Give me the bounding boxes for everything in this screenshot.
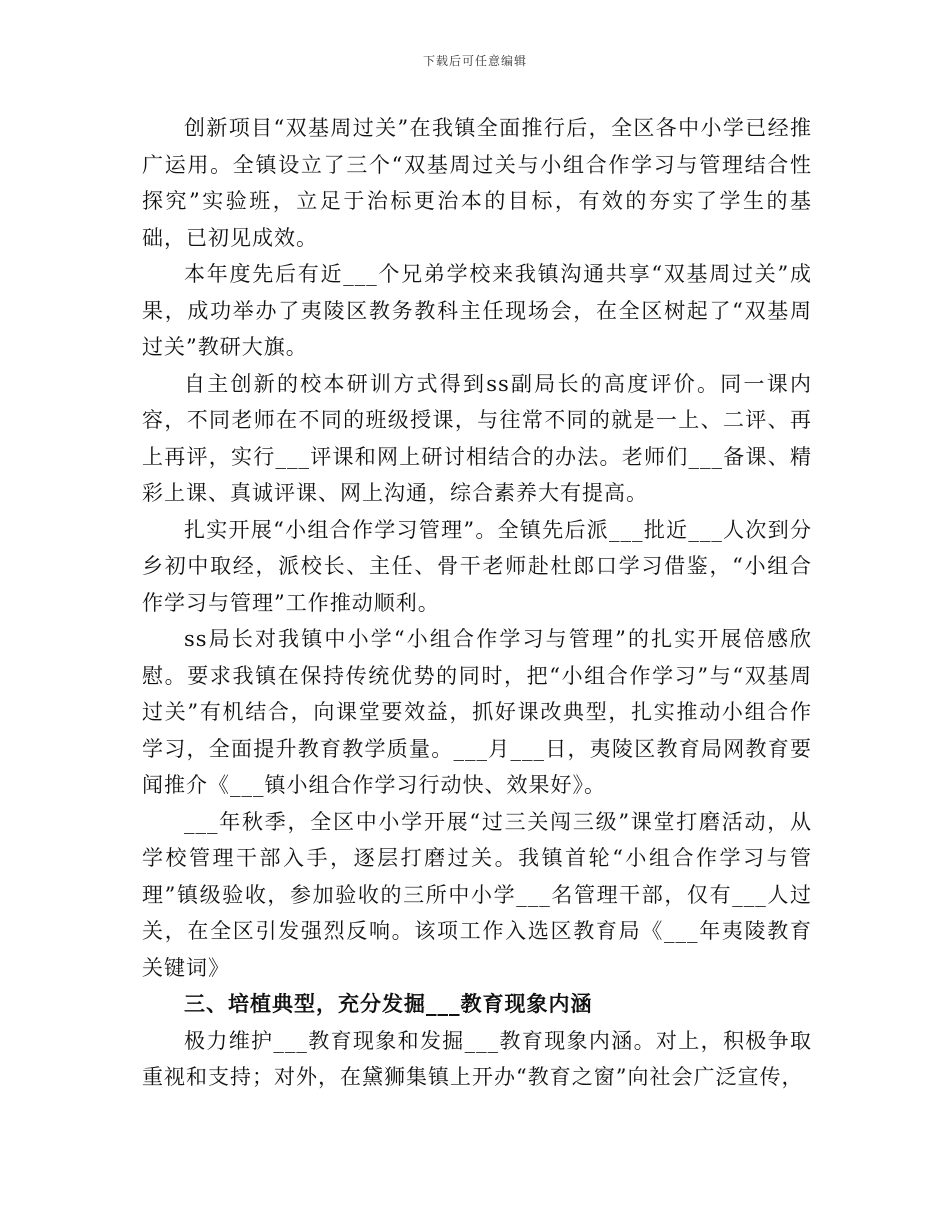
paragraph: ___年秋季，全区中小学开展“过三关闯三级”课堂打磨活动，从学校管理干部入手，逐层打磨过关。我镇首轮“小组合作学习与管理”镇级验收，参加验收的三所中小学___名管理干部，仅有___人过关，在全区引发强烈反响。该项工作入选区教育局《___年夷陵教育关键词》 [142, 809, 812, 980]
paragraph: 本年度先后有近___个兄弟学校来我镇沟通共享“双基周过关”成果，成功举办了夷陵区教务教科主任现场会，在全区树起了“双基周过关”教研大旗。 [142, 262, 812, 359]
paragraph: 创新项目“双基周过关”在我镇全面推行后，全区各中小学已经推广运用。全镇设立了三个“双基周过关与小组合作学习与管理结合性探究”实验班，立足于治标更治本的目标，有效的夯实了学生的基础，已初见成效。 [142, 116, 812, 250]
paragraph: 自主创新的校本研训方式得到ss副局长的高度评价。同一课内容，不同老师在不同的班级授课，与往常不同的就是一上、二评、再上再评，实行___评课和网上研讨相结合的办法。老师们___备课、精彩上课、真诚评课、网上沟通，综合素养大有提高。 [142, 371, 812, 505]
document-body [142, 110, 812, 1096]
paragraph: 扎实开展“小组合作学习管理”。全镇先后派___批近___人次到分乡初中取经，派校长、主任、骨干老师赴杜郎口学习借鉴，“小组合作学习与管理”工作推动顺利。 [142, 517, 812, 615]
page-header: 下载后可任意编辑 [422, 54, 527, 68]
section-heading: 三、培植典型，充分发掘___教育现象内涵 [184, 991, 593, 1016]
paragraph: ss局长对我镇中小学“小组合作学习与管理”的扎实开展倍感欣慰。要求我镇在保持传统优势的同时，把“小组合作学习”与“双基周过关”有机结合，向课堂要效益，抓好课改典型，扎实推动小组合作学习，全面提升教育教学质量。___月___日，夷陵区教育局网教育要闻推介《___镇小组合作学习行动快、效果好》。 [142, 627, 812, 797]
paragraph: 极力维护___教育现象和发掘___教育现象内涵。对上，积极争取重视和支持；对外，在黛狮集镇上开办“教育之窗”向社会广泛宣传， [142, 1028, 812, 1089]
